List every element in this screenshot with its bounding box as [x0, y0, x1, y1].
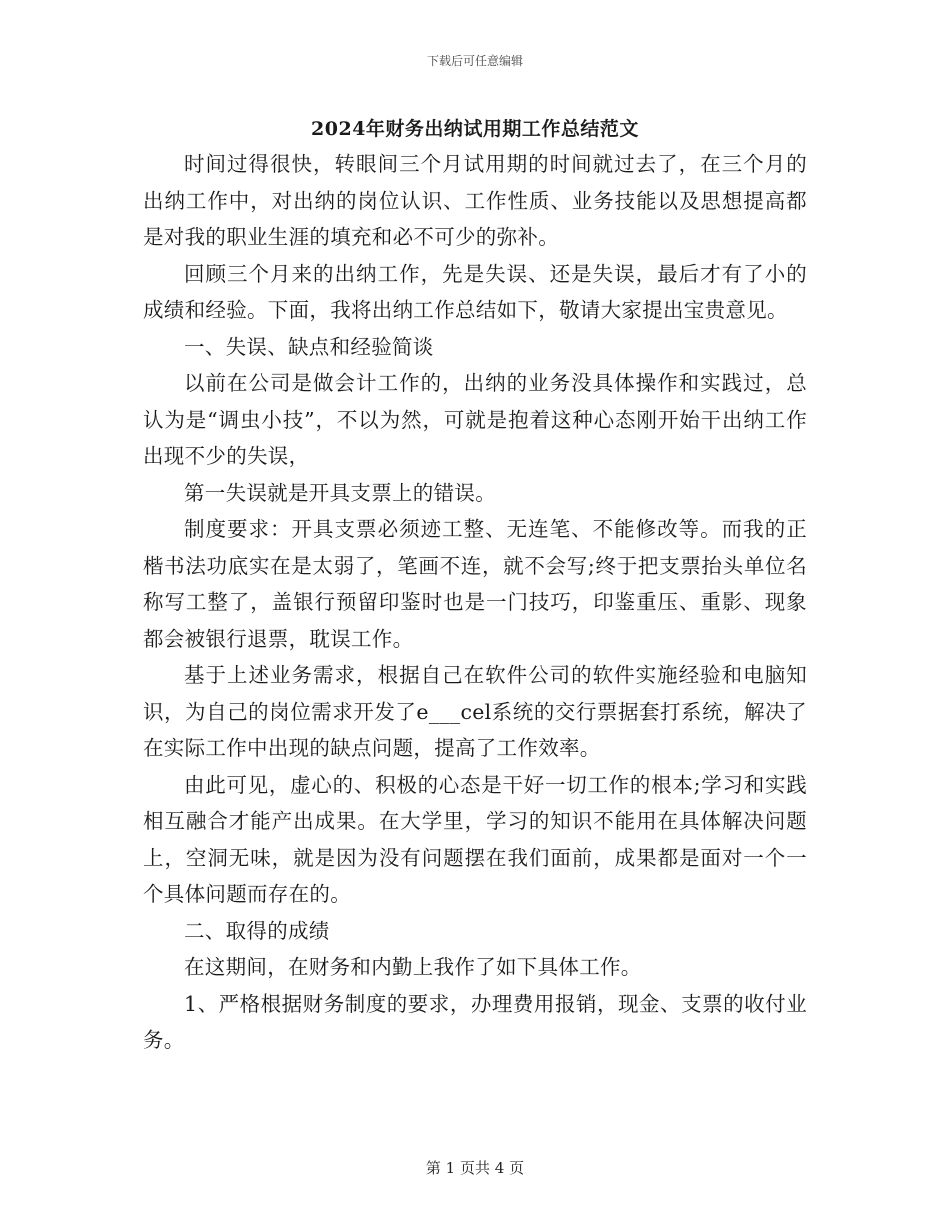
paragraph: 时间过得很快，转眼间三个月试用期的时间就过去了，在三个月的出纳工作中，对出纳的岗位认识、工作性质、业务技能以及思想提高都是对我的职业生涯的填充和必不可少的弥补。: [143, 152, 807, 249]
section-heading: 一、失误、缺点和经验简谈: [184, 334, 434, 359]
paragraph: 基于上述业务需求，根据自己在软件公司的软件实施经验和电脑知识，为自己的岗位需求开发了e___cel系统的交行票据套打系统，解决了在实际工作中出现的缺点问题，提高了工作效率。: [143, 663, 807, 760]
paragraph: 1、严格根据财务制度的要求，办理费用报销，现金、支票的收付业务。: [143, 991, 807, 1052]
paragraph: 由此可见，虚心的、积极的心态是干好一切工作的根本;学习和实践相互融合才能产出成果。在大学里，学习的知识不能用在具体解决问题上，空洞无味，就是因为没有问题摆在我们面前，成果都是面对一个一个具体问题而存在的。: [143, 772, 807, 906]
paragraph: 以前在公司是做会计工作的，出纳的业务没具体操作和实践过，总认为是“调虫小技”，不以为然，可就是抱着这种心态刚开始干出纳工作出现不少的失误，: [143, 371, 807, 468]
paragraph: 第一失误就是开具支票上的错误。: [184, 480, 496, 505]
paragraph: 在这期间，在财务和内勤上我作了如下具体工作。: [184, 955, 642, 979]
document-body: [143, 146, 807, 1059]
page-number: 第 1 页共 4 页: [425, 1159, 525, 1177]
paragraph: 回顾三个月来的出纳工作，先是失误、还是失误，最后才有了小的成绩和经验。下面，我将出纳工作总结如下，敬请大家提出宝贵意见。: [143, 261, 807, 322]
document-title: 2024年财务出纳试用期工作总结范文: [311, 118, 639, 140]
section-heading: 二、取得的成绩: [184, 918, 330, 943]
header-note: 下载后可任意编辑: [426, 54, 523, 68]
paragraph: 制度要求：开具支票必须迹工整、无连笔、不能修改等。而我的正楷书法功底实在是太弱了，笔画不连，就不会写;终于把支票抬头单位名称写工整了，盖银行预留印鉴时也是一门技巧，印鉴重压、重影、现象都会被银行退票，耽误工作。: [143, 517, 807, 651]
